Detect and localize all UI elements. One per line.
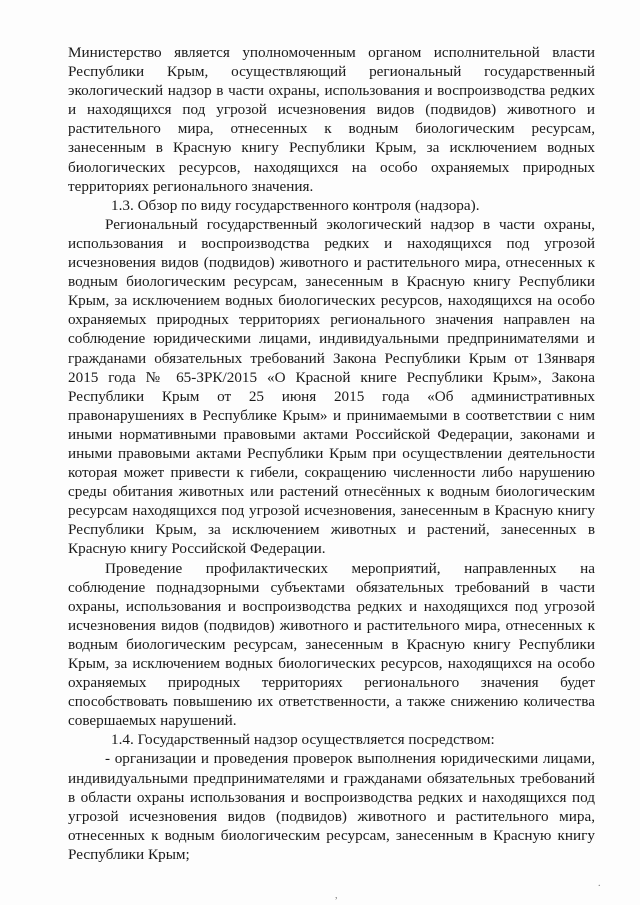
paragraph-regional-supervision: Региональный государственный экологический надзор в части охраны, использования и воспроизводства редких и находящихся под угрозой исчезновения видов (подвидов) животного и растительного мира, отнесенных к водным биологическим ресурсам, занесенным в Красную книгу Республики Крым, за исключением водных биологических ресурсов, находящихся на особо охраняемых природных территориях регионального значения направлен на соблюдение юридическими лицами, индивидуальными предпринимателями и гражданами обязательных требований Закона Республики Крым от 13января 2015 года № 65-ЗРК/2015 «О Красной книге Республики Крым», Закона Республики Крым от 25 июня 2015 года «Об административных правонарушениях в Республике Крым» и принимаемыми в соответствии с ним иными нормативными правовыми актами Российской Федерации, законами и иными правовыми актами Республики Крым при осуществлении деятельности которая может привести к гибели, сокращению численности либо нарушению среды обитания животных или растений отнесённых к водным биологическим ресурсам находящихся под угрозой исчезновения, занесенным в Красную книгу Республики Крым, за исключением животных и растений, занесенных в Красную книгу Российской Федерации.: [68, 215, 595, 558]
scan-mark: ,: [335, 890, 338, 901]
document-body: [68, 43, 595, 864]
heading-1-3: 1.3. Обзор по виду государственного контроля (надзора).: [111, 196, 480, 214]
paragraph-inspections: - организации и проведения проверок выполнения юридическими лицами, индивидуальными предпринимателями и гражданами обязательных требований в области охраны использования и воспроизводства редких и находящихся под угрозой исчезновения видов (подвидов) животного и растительного мира, отнесенных к водным биологическим ресурсам, занесенным в Красную книгу Республики Крым;: [68, 750, 595, 863]
paragraph-preventive-measures: Проведение профилактических мероприятий, направленных на соблюдение поднадзорными субъектами обязательных требований в части охраны, использования и воспроизводства редких и находящихся под угрозой исчезновения видов (подвидов) животного и растительного мира, отнесенных к водным биологическим ресурсам, занесенным в Красную книгу Республики Крым, за исключением водных биологических ресурсов, находящихся на особо охраняемых природных территориях регионального значения будет способствовать повышению их ответственности, а также снижению количества совершаемых нарушений.: [68, 559, 595, 730]
heading-1-4: 1.4. Государственный надзор осуществляется посредством:: [111, 731, 495, 749]
paragraph-ministry: Министерство является уполномоченным органом исполнительной власти Республики Крым, осуществляющий региональный государственный экологический надзор в части охраны, использования и воспроизводства редких и находящихся под угрозой исчезновения видов (подвидов) животного и растительного мира, отнесенных к водным биологическим ресурсам, занесенным в Красную книгу Республики Крым, за исключением водных биологических ресурсов, находящихся на особо охраняемых природных территориях регионального значения.: [68, 44, 595, 195]
scan-mark: .: [598, 878, 601, 889]
